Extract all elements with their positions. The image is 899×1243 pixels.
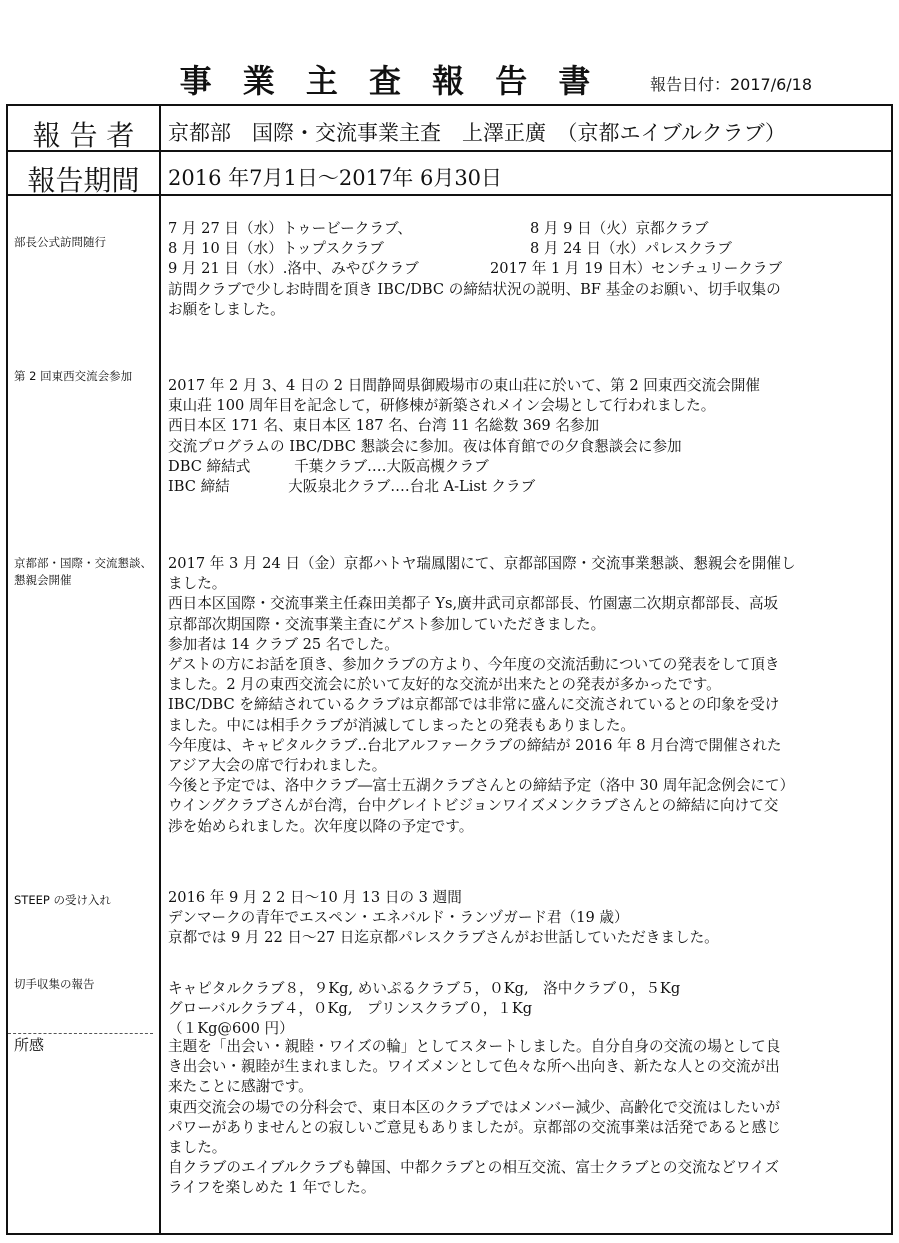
text-line: パワーがありませんとの寂しいご意見もありましたが。京都部の交流事業は活発であると感じ <box>168 1118 781 1136</box>
text-line: 西日本区 171 名、東日本区 187 名、台湾 11 名総数 369 名参加 <box>168 417 600 435</box>
text-line: 京都部次期国際・交流事業主査にゲスト参加していただきました。 <box>168 615 606 633</box>
section-body-impressions <box>168 1037 888 1199</box>
text-line: アジア大会の席で行われました。 <box>168 757 387 775</box>
visit-row <box>168 239 888 259</box>
section-label-steep: STEEP の受け入れ <box>14 893 111 907</box>
section-body-stamps <box>168 979 888 1040</box>
column-divider <box>159 106 161 1233</box>
report-title: 事 業 主 査 報 告 書 <box>179 62 601 100</box>
text-line: IBC/DBC を締結されているクラブは京都部では非常に盛んに交流されているとの印象を受け <box>168 696 780 714</box>
report-table <box>6 104 893 1235</box>
visit-row <box>168 259 888 279</box>
text-line: ました。2 月の東西交流会に於いて友好的な交流が出来たとの発表が多かったです。 <box>168 676 721 694</box>
text-line: き出会い・親睦が生まれました。ワイズメンとして色々な所へ出向き、新たな人との交流が出 <box>168 1058 780 1076</box>
text-line: キャピタルクラブ８，９Kg, めいぷるクラブ５，０Kg, 洛中クラブ０，５Kg <box>168 980 681 997</box>
text-line: グローバルクラブ４，０Kg, プリンスクラブ０，１Kg <box>168 1000 533 1018</box>
text-line: 2017 年 3 月 24 日（金）京都ハトヤ瑞鳳閣にて、京都部国際・交流事業懇談、懇親会を開催し <box>168 555 796 572</box>
text-line: 来たことに感謝です。 <box>168 1078 313 1096</box>
text-line: 訪問クラブで少しお時間を頂き IBC/DBC の締結状況の説明、BF 基金のお願い、切手収集の <box>168 280 781 298</box>
section-label-visit: 部長公式訪問随行 <box>14 235 106 249</box>
text-line: ライフを楽しめた 1 年でした。 <box>168 1179 376 1197</box>
row-divider <box>8 150 891 152</box>
text-line: 主題を「出会い・親睦・ワイズの輪」としてスタートしました。自分自身の交流の場として良 <box>168 1038 781 1055</box>
text-line: 参加者は 14 クラブ 25 名でした。 <box>168 635 399 653</box>
section-body-steep <box>168 888 888 949</box>
section-label-east-west: 第 2 回東西交流会参加 <box>14 369 133 383</box>
visit-entry: 9 月 21 日（水）.洛中、みやびクラブ <box>168 260 419 278</box>
text-line: 東西交流会の場での分科会で、東日本区のクラブではメンバー減少、高齢化で交流はしたいが <box>168 1098 781 1116</box>
visit-entry: 8 月 10 日（水）トップスクラブ <box>168 240 384 258</box>
text-line: ゲストの方にお話を頂き、参加クラブの方より、今年度の交流活動についての発表をして頂き <box>168 656 780 674</box>
section-divider <box>8 1033 153 1034</box>
text-line: DBC 締結式 千葉クラブ‥‥大阪高槻クラブ <box>168 457 489 475</box>
text-line: ました。 <box>168 575 227 593</box>
period-label: 報告期間 <box>27 164 140 197</box>
period-value: 2016 年7月1日～2017年 6月30日 <box>168 166 503 190</box>
section-label-kyoto: 京都部・国際・交流懇談、懇親会開催 <box>14 556 152 587</box>
text-line: ウイングクラブさんが台湾，台中グレイトビジョンワイズメンクラブさんとの締結に向けて交 <box>168 797 779 815</box>
text-line: 渉を始められました。次年度以降の予定です。 <box>168 817 474 835</box>
text-line: 東山荘 100 周年目を記念して，研修棟が新築されメイン会場として行われました。 <box>168 397 716 415</box>
text-line: 今後と予定では、洛中クラブ―富士五湖クラブさんとの締結予定（洛中 30 周年記念例会にて） <box>168 777 795 795</box>
text-line: 西日本区国際・交流事業主任森田美都子 Ys,廣井武司京都部長、竹園憲二次期京都部長、高坂 <box>168 595 779 613</box>
section-body-east-west <box>168 376 888 497</box>
text-line: 今年度は、キャピタルクラブ‥台北アルファークラブの締結が 2016 年 8 月台湾で開催された <box>168 736 782 754</box>
text-line: デンマークの青年でエスペン・エネバルド・ランヅガード君（19 歳） <box>168 909 629 927</box>
text-line: ました。中には相手クラブが消滅してしまったとの発表もありました。 <box>168 716 636 734</box>
text-line: IBC 締結 大阪泉北クラブ‥‥台北 A-List クラブ <box>168 478 536 496</box>
visit-entry: 2017 年 1 月 19 日木）センチュリークラブ <box>490 260 783 278</box>
reporter-label: 報 告 者 <box>32 119 135 152</box>
visit-entry: 7 月 27 日（水）トゥービークラブ、 <box>168 220 412 237</box>
section-body-kyoto <box>168 554 888 837</box>
report-date: 報告日付：2017/6/18 <box>650 75 813 94</box>
section-body-visit <box>168 219 888 320</box>
text-line: 交流プログラムの IBC/DBC 懇談会に参加。夜は体育館での夕食懇談会に参加 <box>168 437 682 455</box>
section-label-stamps: 切手収集の報告 <box>14 977 95 991</box>
text-line: 2016 年 9 月 2 2 日～10 月 13 日の 3 週間 <box>168 889 462 906</box>
text-line: 京都では 9 月 22 日～27 日迄京都パレスクラブさんがお世話していただきました。 <box>168 929 719 947</box>
text-line: 自クラブのエイブルクラブも韓国、中都クラブとの相互交流、富士クラブとの交流などワイズ <box>168 1159 780 1177</box>
text-line: お願をしました。 <box>168 300 285 318</box>
text-line: 2017 年 2 月 3、4 日の 2 日間静岡県御殿場市の東山荘に於いて、第 2 回東西交流会開催 <box>168 377 761 394</box>
text-line: （１Kg@600 円） <box>168 1020 294 1038</box>
visit-entry: 8 月 24 日（水）パレスクラブ <box>530 240 732 258</box>
visit-row <box>168 219 888 239</box>
visit-entry: 8 月 9 日（火）京都クラブ <box>530 220 709 237</box>
section-label-impressions: 所感 <box>14 1036 45 1054</box>
text-line: ました。 <box>168 1139 227 1157</box>
row-divider <box>8 194 891 196</box>
reporter-value: 京都部 国際・交流事業主査 上澤正廣 （京都エイブルクラブ） <box>168 121 786 145</box>
